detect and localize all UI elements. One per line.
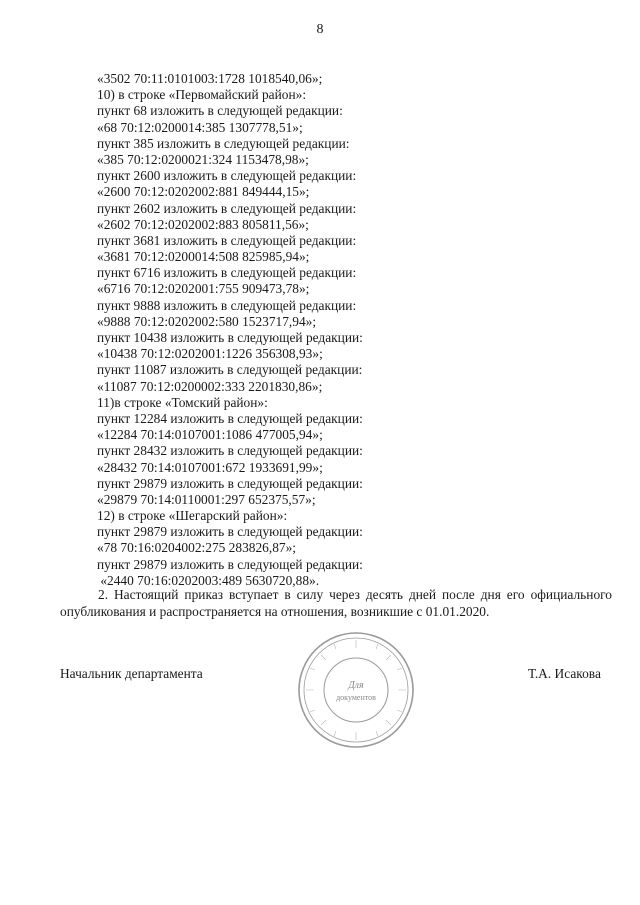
amendment-line: 11)в строке «Томский район»: [97,394,268,410]
amendment-line: пункт 11087 изложить в следующей редакции: [97,362,363,378]
stamp-text-bottom: документов [336,693,376,702]
amendment-line: «11087 70:12:0200002:333 2201830,86»; [97,378,323,394]
amendment-line: пункт 6716 изложить в следующей редакции: [97,265,357,281]
seal-stamp [296,630,416,750]
amendment-line: пункт 12284 изложить в следующей редакции: [97,410,363,426]
amendment-line: пункт 29879 изложить в следующей редакции: [97,475,363,491]
amendment-line: 12) в строке «Шегарский район»: [97,508,288,524]
amendment-line: «6716 70:12:0202001:755 909473,78»; [97,281,310,297]
amendment-line: «2440 70:16:0202003:489 5630720,88». [97,572,320,588]
amendment-line: «2600 70:12:0202002:881 849444,15»; [97,184,310,200]
stamp-text-top: Для [348,680,364,691]
amendment-line: «3681 70:12:0200014:508 825985,94»; [97,249,310,265]
amendment-line: «12284 70:14:0107001:1086 477005,94»; [97,427,323,443]
amendment-line: «2602 70:12:0202002:883 805811,56»; [97,216,309,232]
amendment-line: пункт 3681 изложить в следующей редакции: [97,232,357,248]
amendment-line: «29879 70:14:0110001:297 652375,57»; [97,491,316,507]
amendment-line: пункт 2600 изложить в следующей редакции: [97,168,357,184]
amendment-line: пункт 10438 изложить в следующей редакции: [97,330,363,345]
page-number: 8 [316,22,324,37]
amendment-list [97,71,363,589]
amendment-line: «9888 70:12:0202002:580 1523717,94»; [97,313,317,329]
amendment-line: пункт 9888 изложить в следующей редакции: [97,297,357,313]
amendment-line: пункт 28432 изложить в следующей редакции: [97,443,363,459]
amendment-line: «68 70:12:0200014:385 1307778,51»; [97,119,303,135]
amendment-line: 10) в строке «Первомайский район»: [97,87,307,103]
amendment-line: пункт 29879 изложить в следующей редакции: [97,524,363,540]
amendment-line: пункт 68 изложить в следующей редакции: [97,103,343,119]
closing-paragraph: 2. Настоящий приказ вступает в силу через десять дней после дня его официального опубликования и распространяется на отношения, возникшие с 01.01.2020. [60,587,612,619]
amendment-line: «78 70:16:0204002:275 283826,87»; [97,540,297,556]
amendment-line: пункт 29879 изложить в следующей редакции: [97,556,363,572]
amendment-line: «28432 70:14:0107001:672 1933691,99»; [97,459,323,475]
amendment-line: «385 70:12:0200021:324 1153478,98»; [97,151,309,167]
amendment-line: пункт 385 изложить в следующей редакции: [97,135,350,151]
signature-title: Начальник департамента [60,666,203,681]
signature-name: Т.А. Исакова [528,666,601,681]
amendment-line: пункт 2602 изложить в следующей редакции: [97,200,357,216]
amendment-line: «3502 70:11:0101003:1728 1018540,06»; [97,71,323,86]
amendment-line: «10438 70:12:0202001:1226 356308,93»; [97,346,323,362]
